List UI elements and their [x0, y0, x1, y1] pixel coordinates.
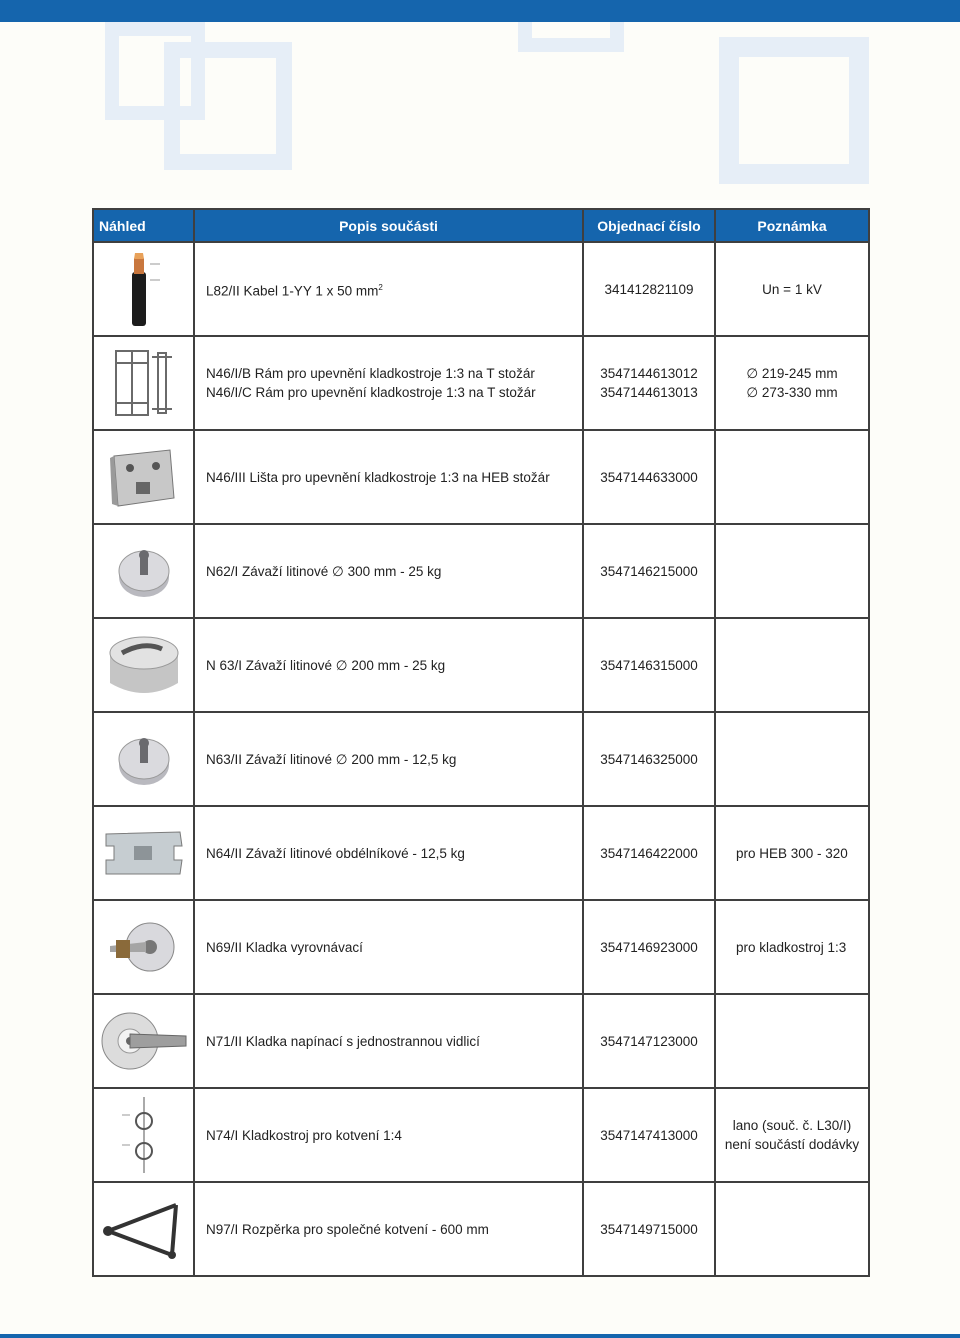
description-cell: [194, 900, 583, 994]
header-note: Poznámka: [715, 209, 869, 242]
decor-square: [518, 22, 624, 52]
note-cell-line: ∅ 273-330 mm: [746, 385, 838, 400]
pulley-block-icon: [94, 1095, 193, 1175]
order-number-cell: [583, 994, 715, 1088]
description-cell-line: N69/II Kladka vyrovnávací: [206, 939, 363, 955]
note-cell: [715, 806, 869, 900]
note-cell: [715, 242, 869, 336]
note-cell-line: Un = 1 kV: [762, 281, 822, 297]
preview-cell: [93, 994, 194, 1088]
description-cell: [194, 806, 583, 900]
frame-icon: [94, 343, 193, 423]
order-number-cell: [583, 336, 715, 430]
table-row: [93, 430, 869, 524]
header-description: Popis součásti: [194, 209, 583, 242]
note-cell-line: lano (souč. č. L30/I): [732, 1118, 852, 1133]
table-row: [93, 806, 869, 900]
order-number-cell-line: 3547144613012: [600, 366, 698, 381]
header-preview: Náhled: [93, 209, 194, 242]
description-cell-line: N46/I/C Rám pro upevnění kladkostroje 1:3 na T stožár: [206, 385, 536, 400]
description-cell: [194, 336, 583, 430]
description-cell: [194, 618, 583, 712]
preview-cell: [93, 712, 194, 806]
tension-pulley-icon: [94, 1004, 193, 1078]
order-number-cell: [583, 900, 715, 994]
table-row: [93, 712, 869, 806]
preview-cell: [93, 618, 194, 712]
preview-cell: [93, 524, 194, 618]
table-row: [93, 1088, 869, 1182]
table-row: [93, 900, 869, 994]
note-cell: [715, 712, 869, 806]
bracket-icon: [94, 442, 193, 512]
order-number-cell-line: 3547146923000: [600, 939, 698, 955]
header-order-number: Objednací číslo: [583, 209, 715, 242]
description-cell: [194, 430, 583, 524]
order-number-cell-line: 3547147413000: [600, 1127, 698, 1143]
description-cell-line: N63/II Závaží litinové ∅ 200 mm - 12,5 kg: [206, 751, 457, 767]
preview-cell: [93, 242, 194, 336]
description-cell-line: N62/I Závaží litinové ∅ 300 mm - 25 kg: [206, 563, 442, 579]
table-header-row: [93, 209, 869, 242]
order-number-cell-line: 3547144613013: [600, 385, 698, 400]
description-cell-line: N46/III Lišta pro upevnění kladkostroje 1:3 na HEB stožár: [206, 469, 550, 485]
note-cell-line: ∅ 219-245 mm: [746, 366, 838, 381]
spreader-icon: [94, 1195, 193, 1263]
order-number-cell-line: 3547146315000: [600, 657, 698, 673]
order-number-cell: [583, 712, 715, 806]
description-cell: [194, 524, 583, 618]
description-cell-line: N97/I Rozpěrka pro společné kotvení - 600 mm: [206, 1221, 489, 1237]
decor-square: [164, 42, 292, 170]
description-cell: [194, 1088, 583, 1182]
order-number-cell-line: 3547149715000: [600, 1221, 698, 1237]
table-row: [93, 336, 869, 430]
order-number-cell-line: 3547144633000: [600, 469, 698, 485]
note-cell: [715, 336, 869, 430]
order-number-cell-line: 3547146422000: [600, 845, 698, 861]
bottom-color-bar: [0, 1334, 960, 1338]
cable-icon: [94, 250, 193, 328]
description-cell-line: N46/I/B Rám pro upevnění kladkostroje 1:3 na T stožár: [206, 366, 535, 381]
description-cell: [194, 712, 583, 806]
description-cell-line: L82/II Kabel 1-YY 1 x 50 mm: [206, 283, 379, 299]
note-cell-line: pro kladkostroj 1:3: [736, 939, 847, 955]
description-cell-line: N 63/I Závaží litinové ∅ 200 mm - 25 kg: [206, 657, 446, 673]
weight-large-icon: [94, 627, 193, 703]
weight-small-icon: [94, 539, 193, 603]
description-cell: [194, 994, 583, 1088]
order-number-cell-line: 3547146325000: [600, 751, 698, 767]
order-number-cell: [583, 1182, 715, 1276]
note-cell-line: není součástí dodávky: [724, 1137, 860, 1152]
note-cell: [715, 618, 869, 712]
preview-cell: [93, 1088, 194, 1182]
description-cell-line: N64/II Závaží litinové obdélníkové - 12,5 kg: [206, 845, 465, 861]
order-number-cell: [583, 806, 715, 900]
decor-square: [719, 37, 869, 184]
note-cell-line: pro HEB 300 - 320: [736, 845, 848, 861]
preview-cell: [93, 336, 194, 430]
description-cell: [194, 1182, 583, 1276]
unit-superscript: 2: [378, 282, 383, 292]
order-number-cell-line: 341412821109: [604, 281, 694, 297]
order-number-cell: [583, 1088, 715, 1182]
order-number-cell-line: 3547146215000: [600, 563, 698, 579]
preview-cell: [93, 1182, 194, 1276]
order-number-cell-line: 3547147123000: [600, 1033, 698, 1049]
order-number-cell: [583, 242, 715, 336]
description-cell-line: N71/II Kladka napínací s jednostrannou vidlicí: [206, 1033, 480, 1049]
weight-small-icon: [94, 727, 193, 791]
parts-table: [92, 208, 870, 1277]
note-cell: [715, 994, 869, 1088]
table-row: [93, 1182, 869, 1276]
table-row: [93, 618, 869, 712]
note-cell: [715, 430, 869, 524]
preview-cell: [93, 900, 194, 994]
plate-weight-icon: [94, 826, 193, 880]
table-row: [93, 524, 869, 618]
table-row: [93, 994, 869, 1088]
note-cell: [715, 1088, 869, 1182]
top-color-bar: [0, 0, 960, 22]
order-number-cell: [583, 618, 715, 712]
description-cell-line: N74/I Kladkostroj pro kotvení 1:4: [206, 1127, 402, 1143]
pulley-icon: [94, 912, 193, 982]
preview-cell: [93, 806, 194, 900]
table-row: [93, 242, 869, 336]
order-number-cell: [583, 524, 715, 618]
note-cell: [715, 524, 869, 618]
order-number-cell: [583, 430, 715, 524]
note-cell: [715, 900, 869, 994]
note-cell: [715, 1182, 869, 1276]
preview-cell: [93, 430, 194, 524]
description-cell: [194, 242, 583, 336]
